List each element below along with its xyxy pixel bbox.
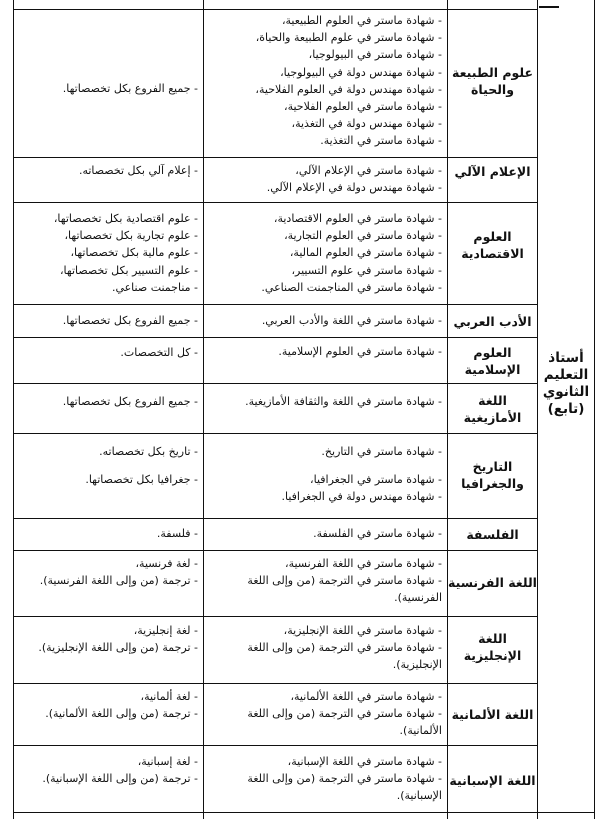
subject-cell — [448, 228, 537, 262]
subject-line: العلوم — [473, 229, 512, 244]
branch-item: - علوم التسيير بكل تخصصاتها، — [60, 263, 198, 277]
branches-cell — [13, 555, 198, 589]
branches-cell — [13, 753, 198, 787]
degrees-cell — [206, 622, 442, 674]
position-line: التعليم — [543, 367, 589, 383]
subject-cell — [448, 526, 537, 543]
branch-item: - جميع الفروع بكل تخصصاتها. — [62, 395, 198, 408]
degree-item: - شهادة ماستر في اللغة والثقافة الأمازيغية. — [245, 395, 442, 408]
degree-item: - شهادة ماستر في الإعلام الآلي، — [295, 164, 442, 177]
branches-cell — [13, 525, 198, 542]
degree-item: - شهادة ماستر في التاريخ. — [321, 445, 442, 458]
branches-cell — [13, 312, 198, 329]
branches-cell — [13, 80, 198, 97]
branches-cell — [13, 622, 198, 656]
degree-item: - شهادة ماستر في الفلسفة. — [313, 527, 442, 540]
branch-item: - ترجمة (من وإلى اللغة الإسبانية). — [42, 772, 198, 786]
degree-item: - شهادة ماستر في علوم التسيير، — [291, 263, 442, 277]
subject-line: التاريخ — [472, 459, 513, 474]
degrees-cell — [206, 443, 442, 506]
row-divider — [13, 337, 538, 338]
degrees-cell — [206, 312, 442, 329]
branch-item: - جغرافيا بكل تخصصاتها. — [85, 473, 198, 487]
position-title — [538, 350, 594, 418]
branch-item: - إعلام آلي بكل تخصصاته. — [78, 164, 198, 177]
degree-item: - شهادة ماستر في اللغة الألمانية، — [290, 690, 442, 703]
branches-cell — [13, 210, 198, 296]
branches-cell — [13, 688, 198, 722]
subject-cell — [448, 630, 537, 664]
branch-item: - لغة ألمانية، — [140, 690, 198, 703]
branch-item: - جميع الفروع بكل تخصصاتها. — [62, 82, 198, 95]
degree-item: - شهادة ماستر في اللغة الإنجليزية، — [283, 624, 442, 637]
branch-item: - علوم تجارية بكل تخصصاتها، — [64, 229, 198, 243]
degree-item: - شهادة ماستر في اللغة الفرنسية، — [285, 557, 442, 570]
row-divider — [13, 518, 538, 519]
degrees-cell — [206, 525, 442, 542]
degree-item: - شهادة مهندس دولة في الجغرافيا. — [281, 490, 442, 504]
degree-item: - شهادة مهندس دولة في الإعلام الآلي. — [266, 181, 442, 195]
subject-line: الفلسفة — [466, 527, 519, 542]
degree-item: - شهادة ماستر في التغذية. — [320, 134, 442, 148]
degree-item: - شهادة ماستر في الترجمة (من وإلى اللغة الألمانية). — [247, 707, 442, 738]
degree-item: - شهادة مهندس دولة في البيولوجيا، — [280, 65, 442, 79]
subject-line: والحياة — [471, 82, 514, 97]
row-divider — [13, 9, 538, 10]
position-line: الثانوي — [542, 384, 590, 400]
subject-line: الإنجليزية — [463, 648, 522, 663]
degree-item: - شهادة ماستر في البيولوجيا، — [308, 48, 442, 62]
branch-item: - ترجمة (من وإلى اللغة الإنجليزية). — [38, 641, 198, 655]
subject-line: الأدب العربي — [453, 314, 532, 329]
branch-item: - ترجمة (من وإلى اللغة الفرنسية). — [39, 574, 198, 588]
branch-item: - مناجمنت صناعي. — [111, 280, 198, 294]
subject-line: اللغة — [478, 631, 507, 646]
branch-item: - فلسفة. — [156, 527, 198, 540]
subject-line: الاقتصادية — [461, 246, 524, 261]
branch-item: - لغة فرنسية، — [135, 557, 198, 570]
table-border-bottom — [13, 812, 595, 813]
row-divider — [13, 383, 538, 384]
branch-item: - علوم مالية بكل تخصصاتها، — [70, 246, 198, 260]
branch-item: - علوم اقتصادية بكل تخصصاتها، — [53, 212, 198, 225]
subject-line: اللغة الإسبانية — [449, 773, 536, 788]
degree-item: - شهادة ماستر في اللغة والأدب العربي. — [261, 314, 442, 327]
degree-item: - شهادة ماستر في الترجمة (من وإلى اللغة الفرنسية). — [247, 574, 442, 605]
table-border-right — [594, 0, 595, 819]
row-divider — [13, 202, 538, 203]
position-line: أستاذ — [548, 350, 584, 366]
subject-line: العلوم — [473, 345, 512, 360]
subject-line: اللغة الألمانية — [451, 707, 534, 722]
degrees-cell — [206, 210, 442, 296]
row-divider — [13, 616, 538, 617]
subject-cell — [448, 344, 537, 378]
branches-cell — [13, 344, 198, 361]
branch-item: - جميع الفروع بكل تخصصاتها. — [62, 314, 198, 327]
degree-item: - شهادة ماستر في المناجمنت الصناعي. — [261, 280, 442, 294]
column-divider — [203, 0, 204, 819]
subject-cell — [448, 772, 537, 789]
degree-item: - شهادة مهندس دولة في العلوم الفلاحية، — [255, 82, 442, 96]
subject-cell — [448, 64, 537, 98]
subject-line: الإسلامية — [464, 362, 521, 377]
subject-cell — [448, 392, 537, 426]
subject-cell — [448, 458, 537, 492]
degrees-cell — [206, 688, 442, 740]
degree-item: - شهادة ماستر في العلوم الاقتصادية، — [273, 212, 442, 225]
subject-line: الإعلام الآلي — [454, 164, 531, 179]
branch-item: - تاريخ بكل تخصصاته. — [99, 445, 198, 458]
degree-item: - شهادة ماستر في الترجمة (من وإلى اللغة الإنجليزية). — [247, 641, 442, 672]
degree-item: - شهادة ماستر في العلوم الفلاحية، — [284, 100, 442, 114]
subject-line: والجغرافيا — [461, 476, 524, 491]
subject-cell — [448, 706, 537, 723]
branch-item: - كل التخصصات. — [120, 346, 198, 359]
branch-item: - ترجمة (من وإلى اللغة الألمانية). — [45, 707, 198, 721]
branch-item: - لغة إنجليزية، — [133, 624, 198, 637]
degree-item: - شهادة ماستر في العلوم التجارية، — [284, 229, 442, 243]
subject-line: اللغة الفرنسية — [448, 575, 537, 590]
subject-cell — [448, 313, 537, 330]
subject-cell — [448, 574, 537, 591]
row-divider — [13, 550, 538, 551]
row-divider — [13, 304, 538, 305]
subject-line: اللغة — [478, 393, 507, 408]
row-divider — [13, 683, 538, 684]
subject-cell — [448, 163, 537, 180]
subject-line: علوم الطبيعة — [452, 65, 533, 80]
degree-item: - شهادة ماستر في اللغة الإسبانية، — [287, 755, 442, 768]
branches-cell — [13, 443, 198, 488]
row-divider — [13, 433, 538, 434]
degree-item: - شهادة ماستر في علوم الطبيعة والحياة، — [255, 31, 442, 45]
degrees-cell — [206, 753, 442, 805]
degree-item: - شهادة ماستر في العلوم الإسلامية. — [278, 345, 442, 358]
degrees-cell — [206, 343, 442, 360]
degree-item: - شهادة مهندس دولة في التغذية، — [291, 117, 442, 131]
header-cut-line — [539, 6, 559, 8]
branches-cell — [13, 393, 198, 410]
degrees-cell — [206, 393, 442, 410]
degree-item: - شهادة ماستر في الترجمة (من وإلى اللغة الإسبانية). — [247, 772, 442, 803]
degrees-cell — [206, 12, 442, 150]
subject-line: الأمازيغية — [463, 410, 522, 425]
degree-item: - شهادة ماستر في العلوم المالية، — [289, 246, 442, 260]
position-line: (تابع) — [547, 401, 585, 417]
branches-cell — [13, 162, 198, 179]
degree-item: - شهادة ماستر في العلوم الطبيعية، — [281, 14, 442, 27]
row-divider — [13, 157, 538, 158]
degrees-cell — [206, 555, 442, 607]
degrees-cell — [206, 162, 442, 196]
row-divider — [13, 745, 538, 746]
degree-item: - شهادة ماستر في الجغرافيا، — [310, 473, 442, 487]
branch-item: - لغة إسبانية، — [137, 755, 198, 768]
